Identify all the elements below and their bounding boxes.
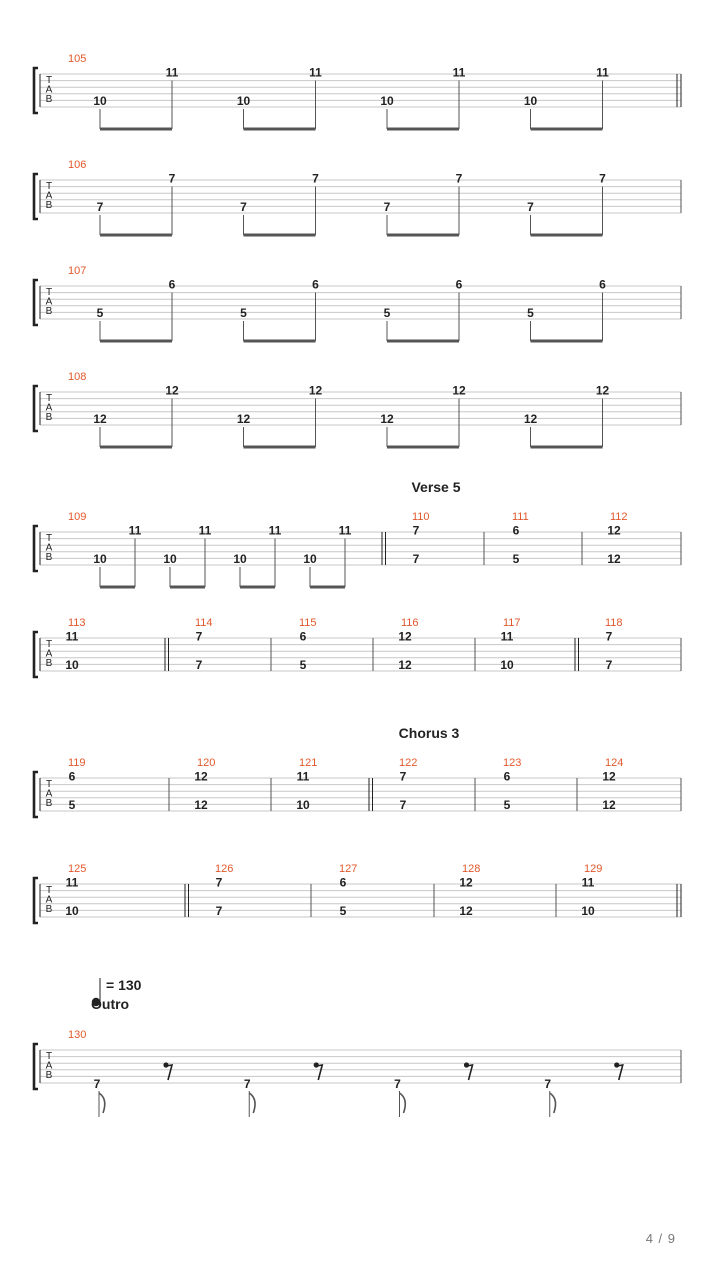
measure-number: 110: [412, 511, 430, 523]
fret-number: 6: [455, 277, 463, 292]
fret-number: 11: [500, 629, 514, 644]
fret-number: 11: [268, 523, 282, 538]
system-bracket: [34, 386, 38, 431]
system-bracket: [34, 772, 38, 817]
measure-number: 128: [462, 863, 481, 875]
system-bracket: [34, 878, 38, 923]
system-bracket: [34, 526, 38, 571]
fret-number: 5: [240, 306, 247, 320]
fret-number: 7: [215, 904, 223, 918]
tab-clef-letter: T: [45, 287, 53, 298]
fret-number: 11: [296, 769, 310, 784]
tab-clef-letter: B: [45, 200, 53, 211]
fret-number: 5: [299, 658, 307, 672]
measure-number: 124: [605, 757, 624, 769]
fret-number: 12: [595, 383, 610, 398]
fret-number: 6: [299, 629, 307, 644]
fret-number: 12: [452, 383, 466, 398]
fret-number: 12: [398, 658, 412, 672]
fret-number: 11: [198, 523, 212, 538]
measure-number: 106: [68, 159, 87, 171]
fret-number: 12: [93, 412, 107, 426]
fret-number: 5: [527, 306, 534, 320]
measure-number: 118: [605, 617, 623, 629]
fret-number: 7: [399, 798, 407, 812]
tab-clef-letter: B: [45, 798, 53, 809]
tab-clef-letter: A: [45, 190, 53, 202]
section-label: Outro: [91, 996, 130, 1012]
fret-number: 7: [412, 552, 420, 566]
fret-number: 12: [523, 412, 538, 426]
tab-clef-letter: B: [45, 552, 53, 563]
fret-number: 6: [512, 523, 520, 538]
fret-number: 6: [503, 769, 511, 784]
fret-number: 6: [168, 277, 176, 292]
tab-clef-letter: A: [45, 296, 53, 308]
tab-clef-letter: T: [45, 181, 53, 192]
fret-number: 10: [163, 552, 177, 566]
tab-clef-letter: B: [45, 904, 53, 915]
measure-number: 114: [195, 617, 213, 629]
tab-clef-letter: T: [45, 1051, 53, 1062]
measure-number: 127: [339, 863, 358, 875]
note-flag: [550, 1093, 556, 1113]
measure-number: 115: [299, 617, 317, 629]
fret-number: 7: [312, 171, 319, 186]
section-label: Verse 5: [411, 479, 461, 495]
fret-number: 10: [296, 798, 310, 812]
measure-number: 121: [299, 757, 318, 769]
fret-number: 10: [500, 658, 514, 672]
fret-number: 10: [93, 552, 107, 566]
fret-number: 7: [168, 171, 176, 186]
fret-number: 5: [339, 904, 347, 918]
fret-number: 12: [380, 412, 394, 426]
fret-number: 7: [195, 629, 203, 644]
tab-clef-letter: A: [45, 542, 53, 554]
tab-clef-letter: T: [45, 885, 53, 896]
note-flag: [400, 1093, 406, 1113]
fret-number: 10: [93, 94, 107, 108]
fret-number: 7: [544, 1077, 552, 1091]
tab-clef-letter: A: [45, 84, 53, 96]
measure-number: 125: [68, 863, 87, 875]
fret-number: 12: [607, 552, 621, 566]
system-bracket: [34, 174, 38, 219]
fret-number: 5: [383, 306, 391, 320]
measure-number: 117: [503, 617, 521, 629]
fret-number: 11: [165, 65, 179, 80]
fret-number: 7: [96, 200, 104, 214]
fret-number: 12: [194, 798, 208, 812]
fret-number: 10: [523, 94, 538, 108]
tab-clef-letter: T: [45, 639, 53, 650]
measure-number: 107: [68, 265, 87, 277]
fret-number: 7: [195, 658, 203, 672]
fret-number: 7: [412, 523, 420, 538]
fret-number: 11: [452, 65, 466, 80]
fret-number: 7: [93, 1077, 101, 1091]
fret-number: 7: [240, 200, 247, 214]
fret-number: 11: [596, 65, 609, 80]
fret-number: 7: [527, 200, 534, 214]
system-bracket: [34, 280, 38, 325]
tab-clef-letter: A: [45, 648, 53, 660]
fret-number: 7: [394, 1077, 401, 1091]
fret-number: 7: [383, 200, 391, 214]
measure-number: 116: [401, 617, 419, 629]
fret-number: 7: [605, 629, 613, 644]
tab-clef-letter: T: [45, 533, 53, 544]
fret-number: 11: [65, 875, 79, 890]
fret-number: 12: [165, 383, 179, 398]
measure-number: 123: [503, 757, 522, 769]
fret-number: 12: [459, 904, 473, 918]
fret-number: 6: [312, 277, 319, 292]
fret-number: 12: [459, 875, 473, 890]
tab-clef-letter: B: [45, 658, 53, 669]
tab-clef-letter: B: [45, 1070, 53, 1081]
fret-number: 6: [599, 277, 606, 292]
tab-clef-letter: A: [45, 1060, 53, 1072]
fret-number: 10: [303, 552, 317, 566]
measure-number: 112: [610, 511, 628, 523]
section-label: Chorus 3: [398, 725, 460, 741]
fret-number: 7: [215, 875, 223, 890]
fret-number: 10: [236, 94, 251, 108]
fret-number: 12: [194, 769, 208, 784]
measure-number: 120: [197, 757, 216, 769]
measure-number: 126: [215, 863, 234, 875]
fret-number: 11: [338, 523, 352, 538]
measure-number: 113: [68, 617, 86, 629]
fret-number: 12: [308, 383, 323, 398]
measure-number: 111: [512, 511, 529, 523]
measure-number: 108: [68, 371, 87, 383]
measure-number: 129: [584, 863, 603, 875]
fret-number: 7: [399, 769, 407, 784]
system-bracket: [34, 1044, 38, 1089]
page-indicator: 4 / 9: [645, 1231, 676, 1246]
fret-number: 6: [68, 769, 76, 784]
fret-number: 10: [65, 904, 79, 918]
fret-number: 11: [65, 629, 79, 644]
measure-number: 109: [68, 511, 87, 523]
fret-number: 6: [339, 875, 347, 890]
fret-number: 11: [128, 523, 142, 538]
system-bracket: [34, 68, 38, 113]
tab-clef-letter: T: [45, 779, 53, 790]
fret-number: 11: [309, 65, 322, 80]
fret-number: 12: [236, 412, 251, 426]
fret-number: 12: [607, 523, 621, 538]
fret-number: 11: [581, 875, 595, 890]
fret-number: 10: [581, 904, 595, 918]
fret-number: 5: [503, 798, 511, 812]
tab-clef-letter: A: [45, 894, 53, 906]
tab-clef-letter: B: [45, 306, 53, 317]
fret-number: 5: [68, 798, 76, 812]
fret-number: 12: [398, 629, 412, 644]
tab-clef-letter: B: [45, 94, 53, 105]
fret-number: 5: [96, 306, 104, 320]
fret-number: 7: [455, 171, 463, 186]
fret-number: 12: [602, 769, 616, 784]
measure-number: 130: [68, 1029, 87, 1041]
fret-number: 10: [233, 552, 247, 566]
tab-clef-letter: T: [45, 393, 53, 404]
note-flag: [99, 1093, 105, 1113]
fret-number: 10: [380, 94, 394, 108]
fret-number: 7: [605, 658, 613, 672]
measure-number: 122: [399, 757, 418, 769]
measure-number: 105: [68, 53, 87, 65]
tab-clef-letter: B: [45, 412, 53, 423]
measure-number: 119: [68, 757, 86, 769]
fret-number: 10: [65, 658, 79, 672]
tab-clef-letter: A: [45, 402, 53, 414]
fret-number: 5: [512, 552, 520, 566]
tempo-marking: = 130: [106, 977, 142, 993]
fret-number: 7: [599, 171, 606, 186]
note-flag: [249, 1093, 255, 1113]
tab-clef-letter: T: [45, 75, 53, 86]
fret-number: 7: [243, 1077, 251, 1091]
fret-number: 12: [602, 798, 616, 812]
tab-clef-letter: A: [45, 788, 53, 800]
system-bracket: [34, 632, 38, 677]
